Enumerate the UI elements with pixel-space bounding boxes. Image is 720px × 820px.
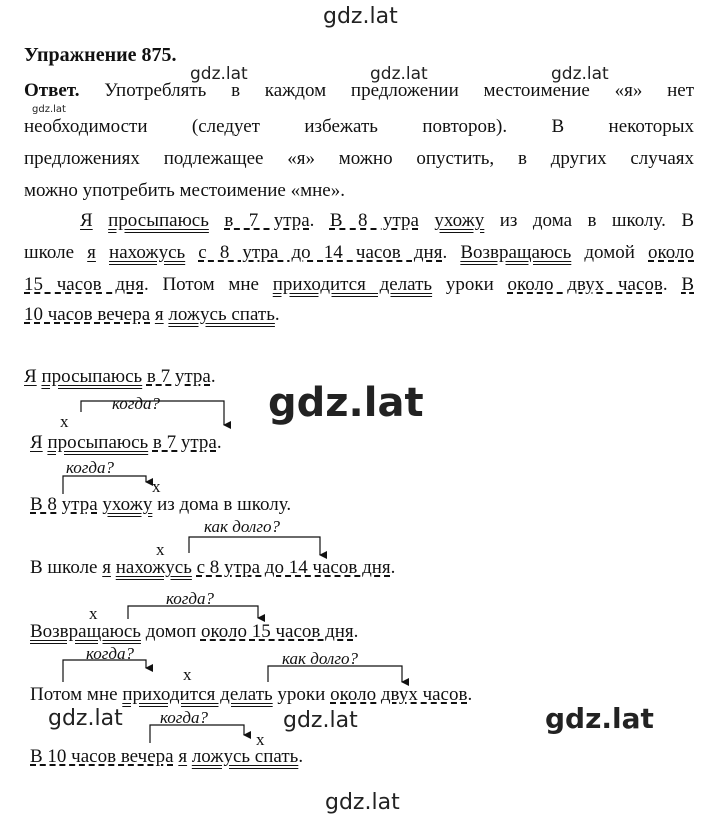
- analysis-sentence: Потом мне приходится делать уроки около двух часов.: [30, 684, 473, 705]
- x-mark: x: [183, 665, 192, 684]
- paragraph-line: 10 часов вечера я ложусь спать.: [24, 304, 280, 325]
- analysis-sentence: В 8 утра ухожу из дома в школу.: [30, 494, 292, 515]
- exercise-title: Упражнение 875.: [24, 44, 177, 66]
- analysis-sentence: Я просыпаюсь в 7 утра.: [30, 432, 222, 453]
- adverbial: 10 часов вечера: [24, 304, 151, 325]
- answer-label: Ответ.: [24, 80, 80, 101]
- watermark: gdz.lat: [370, 64, 428, 84]
- question-label: когда?: [166, 589, 215, 608]
- answer-line: можно употребить местоимение «мне».: [24, 180, 345, 201]
- x-mark: x: [256, 730, 265, 749]
- watermark: gdz.lat: [545, 702, 654, 735]
- analysis-sentence: В школе я нахожусь с 8 утра до 14 часов дня.: [30, 557, 396, 578]
- answer-line: необходимости (следует избежать повторов). В некоторых: [24, 116, 694, 137]
- question-label: когда?: [86, 644, 135, 663]
- watermark: gdz.lat: [323, 4, 398, 29]
- analysis-sentence: Возвращаюсь домоп около 15 часов дня.: [30, 621, 359, 642]
- arrow-how-long: [189, 537, 320, 555]
- watermark: gdz.lat: [551, 64, 609, 84]
- x-mark: x: [156, 540, 165, 559]
- predicate: просыпаюсь: [108, 210, 209, 231]
- answer-text: Употреблять в каждом предложении местоимение «я» нет: [104, 80, 695, 101]
- question-label: как долго?: [282, 649, 358, 668]
- answer-line: предложениях подлежащее «я» можно опустить, в других случаях: [24, 148, 694, 169]
- paragraph-line: школе я нахожусь с 8 утра до 14 часов дня. Возвращаюсь домой около: [24, 242, 694, 263]
- predicate: нахожусь: [109, 242, 186, 263]
- watermark: gdz.lat: [283, 708, 358, 733]
- question-label: как долго?: [204, 517, 280, 536]
- x-mark: x: [89, 604, 98, 623]
- adverbial: с 8 утра до 14 часов дня: [198, 242, 443, 263]
- analysis-sentence: В 10 часов вечера я ложусь спать.: [30, 746, 304, 767]
- subject: Я: [80, 210, 93, 231]
- predicate: Возвращаюсь: [460, 242, 572, 263]
- analysis-sentence: Я просыпаюсь в 7 утра.: [24, 366, 216, 387]
- question-label: когда?: [112, 394, 161, 413]
- watermark: gdz.lat: [32, 104, 66, 115]
- watermark: gdz.lat: [190, 64, 248, 84]
- predicate: приходится делать: [272, 274, 433, 295]
- arrow-when: [63, 476, 146, 494]
- watermark: gdz.lat: [48, 706, 123, 731]
- x-mark: x: [60, 412, 69, 431]
- adverbial: 15 часов дня: [24, 274, 144, 295]
- watermark: gdz.lat: [325, 790, 400, 815]
- watermark: gdz.lat: [268, 380, 424, 426]
- subject: я: [87, 242, 96, 263]
- x-mark: x: [152, 477, 161, 496]
- question-label: когда?: [66, 458, 115, 477]
- adverbial: в 7 утра: [224, 210, 310, 231]
- question-label: когда?: [160, 708, 209, 727]
- predicate: ложусь спать: [168, 304, 275, 325]
- predicate: ухожу: [434, 210, 485, 231]
- paragraph-line: 15 часов дня. Потом мне приходится делать уроки около двух часов. В: [24, 274, 695, 295]
- subject: я: [154, 304, 164, 325]
- paragraph-line: Я просыпаюсь в 7 утра. В 8 утра ухожу из дома в школу. В: [80, 210, 694, 231]
- adverbial: В 8 утра: [329, 210, 419, 231]
- adverbial: около двух часов: [507, 274, 663, 295]
- adverbial: около: [648, 242, 694, 263]
